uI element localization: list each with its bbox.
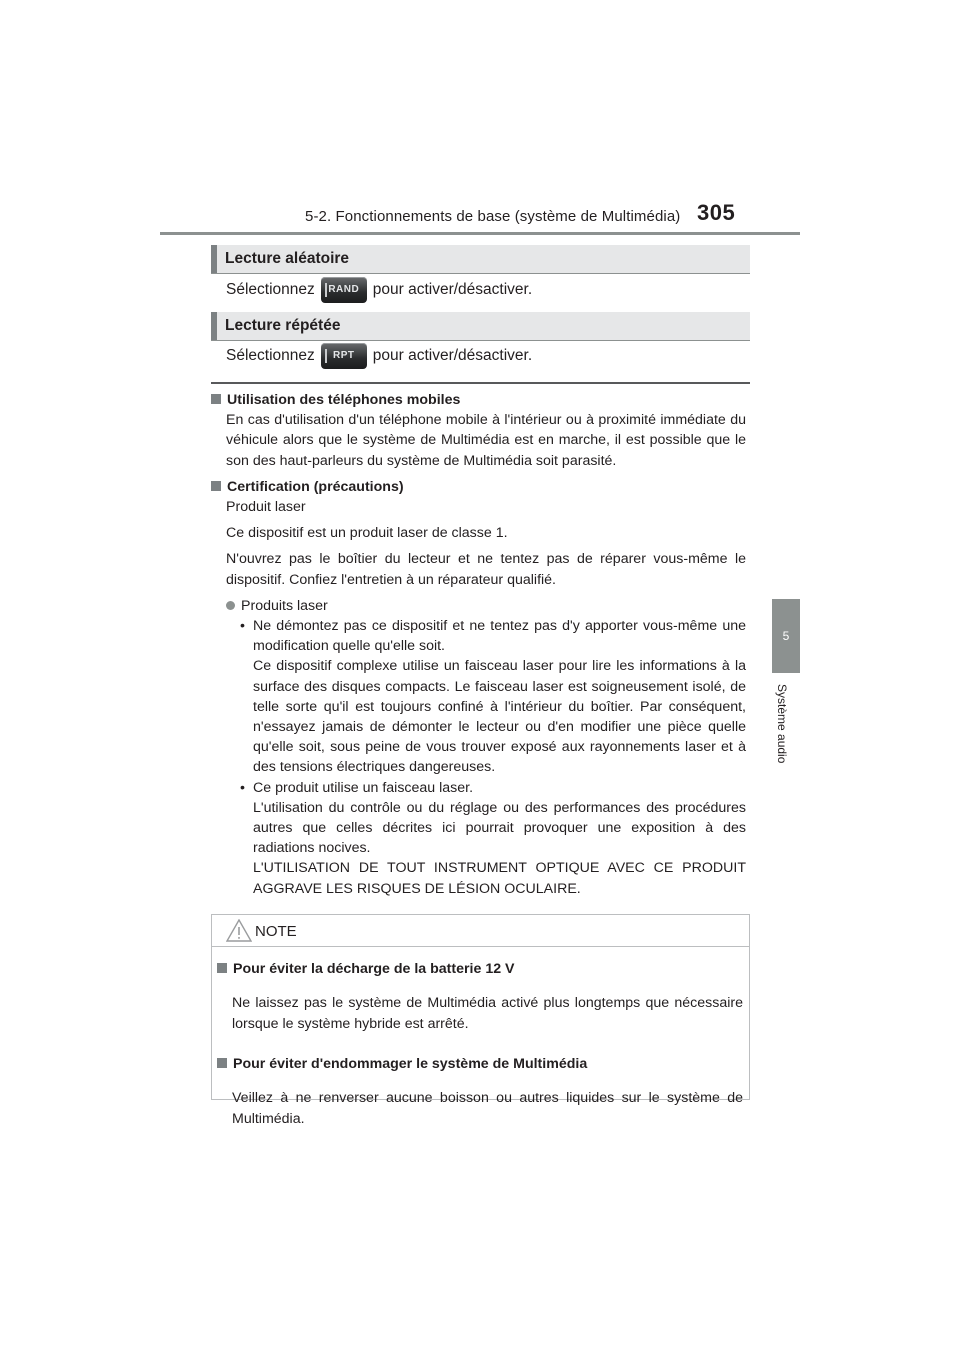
random-instruction bbox=[226, 277, 532, 303]
bullet-text: L'UTILISATION DE TOUT INSTRUMENT OPTIQUE AVEC CE PRODUIT AGGRAVE LES RISQUES DE LÉSION OCULAIRE. bbox=[253, 860, 746, 897]
note-box bbox=[211, 914, 750, 1127]
heading-text: Certification (précautions) bbox=[227, 478, 404, 495]
instruction-text: pour activer/désactiver. bbox=[372, 347, 533, 364]
bullet-item bbox=[211, 778, 746, 899]
bullet-marker: • bbox=[240, 779, 245, 796]
square-bullet-icon bbox=[217, 1058, 227, 1068]
bullet-marker: • bbox=[240, 618, 245, 635]
instruction-text: Sélectionnez bbox=[226, 281, 315, 298]
bullet-text: Ce produit utilise un faisceau laser. bbox=[253, 779, 474, 796]
note-title: NOTE bbox=[255, 923, 297, 940]
chapter-tab[interactable] bbox=[772, 599, 800, 673]
square-bullet-icon bbox=[211, 394, 221, 404]
info-body bbox=[211, 390, 746, 899]
note-header bbox=[212, 915, 749, 947]
cert-heading bbox=[211, 477, 746, 497]
note-item2-text: Veillez à ne renverser aucune boisson ou autres liquides sur le système de Multimédia. bbox=[232, 1090, 743, 1127]
repeat-instruction bbox=[226, 343, 532, 369]
mobile-text: En cas d'utilisation d'un téléphone mobile à l'intérieur ou à proximité immédiate du véhicule alors que le système de Multimédia est en marche, il est possible que le son des haut-parleurs du système de Multimédia soit parasité. bbox=[226, 412, 746, 469]
chapter-tab-label: Système audio bbox=[775, 684, 789, 764]
section-header-random bbox=[211, 245, 750, 274]
note-item1-text: Ne laissez pas le système de Multimédia activé plus longtemps que nécessaire lorsque le système hybride est arrêté. bbox=[232, 995, 743, 1032]
instruction-text: pour activer/désactiver. bbox=[372, 281, 533, 298]
header-rule bbox=[160, 232, 800, 235]
instruction-text: Sélectionnez bbox=[226, 347, 315, 364]
note-item2-heading bbox=[217, 1054, 743, 1074]
bullet-text: L'utilisation du contrôle ou du réglage ou des performances des procédures autres que celles décrites ici pourrait provoquer une exposition à des radiations nocives. bbox=[253, 799, 746, 857]
bullet-text: Ne démontez pas ce dispositif et ne tentez pas d'y apporter vous-même une modification quelle qu'elle soit. bbox=[253, 618, 746, 655]
note-item1-heading bbox=[217, 959, 743, 979]
bullet-text: Ce dispositif complexe utilise un faisceau laser pour lire les informations à la surface des disques compacts. Le faisceau laser est soigneusement isolé, de telle sorte qu'il est toujours confiné à l'intérieur du boîtier. Par conséquent, n'essayez jamais de démonter le lecteur ou d'en modifier une pièce quelle qu'elle soit, sous peine de vous trouver exposé aux rayonnements laser et à des tensions électriques dangereuses. bbox=[253, 658, 746, 776]
section-title: Lecture répétée bbox=[225, 317, 341, 334]
chapter-tab-number: 5 bbox=[782, 629, 790, 643]
section-header-repeat bbox=[211, 312, 750, 341]
bullet-item bbox=[211, 616, 746, 778]
cert-line2: Ce dispositif est un produit laser de classe 1. bbox=[226, 525, 508, 542]
chapter-title: 5-2. Fonctionnements de base (système de Multimédia) bbox=[305, 208, 681, 225]
section-marker bbox=[211, 245, 217, 273]
laser-subheading bbox=[211, 596, 746, 616]
rand-button[interactable]: RAND bbox=[321, 277, 367, 303]
heading-text: Pour éviter la décharge de la batterie 12 V bbox=[233, 961, 515, 977]
rpt-button[interactable]: RPT bbox=[321, 343, 367, 369]
section-divider bbox=[211, 382, 750, 384]
section-title: Lecture aléatoire bbox=[225, 250, 350, 267]
square-bullet-icon bbox=[217, 963, 227, 973]
heading-text: Utilisation des téléphones mobiles bbox=[227, 392, 461, 408]
heading-text: Pour éviter d'endommager le système de Multimédia bbox=[233, 1055, 588, 1072]
cert-line3: N'ouvrez pas le boîtier du lecteur et ne tentez pas de réparer vous-même le dispositif. Confiez l'entretien à un réparateur qualifié. bbox=[226, 551, 746, 588]
subheading-text: Produits laser bbox=[241, 597, 328, 614]
page-number: 305 bbox=[697, 200, 736, 225]
section-marker bbox=[211, 312, 217, 340]
square-bullet-icon bbox=[211, 481, 221, 491]
note-body bbox=[217, 959, 743, 1143]
mobile-heading bbox=[211, 390, 746, 410]
circle-bullet-icon bbox=[226, 601, 235, 610]
warning-icon bbox=[226, 919, 252, 942]
cert-line1: Produit laser bbox=[226, 499, 306, 516]
